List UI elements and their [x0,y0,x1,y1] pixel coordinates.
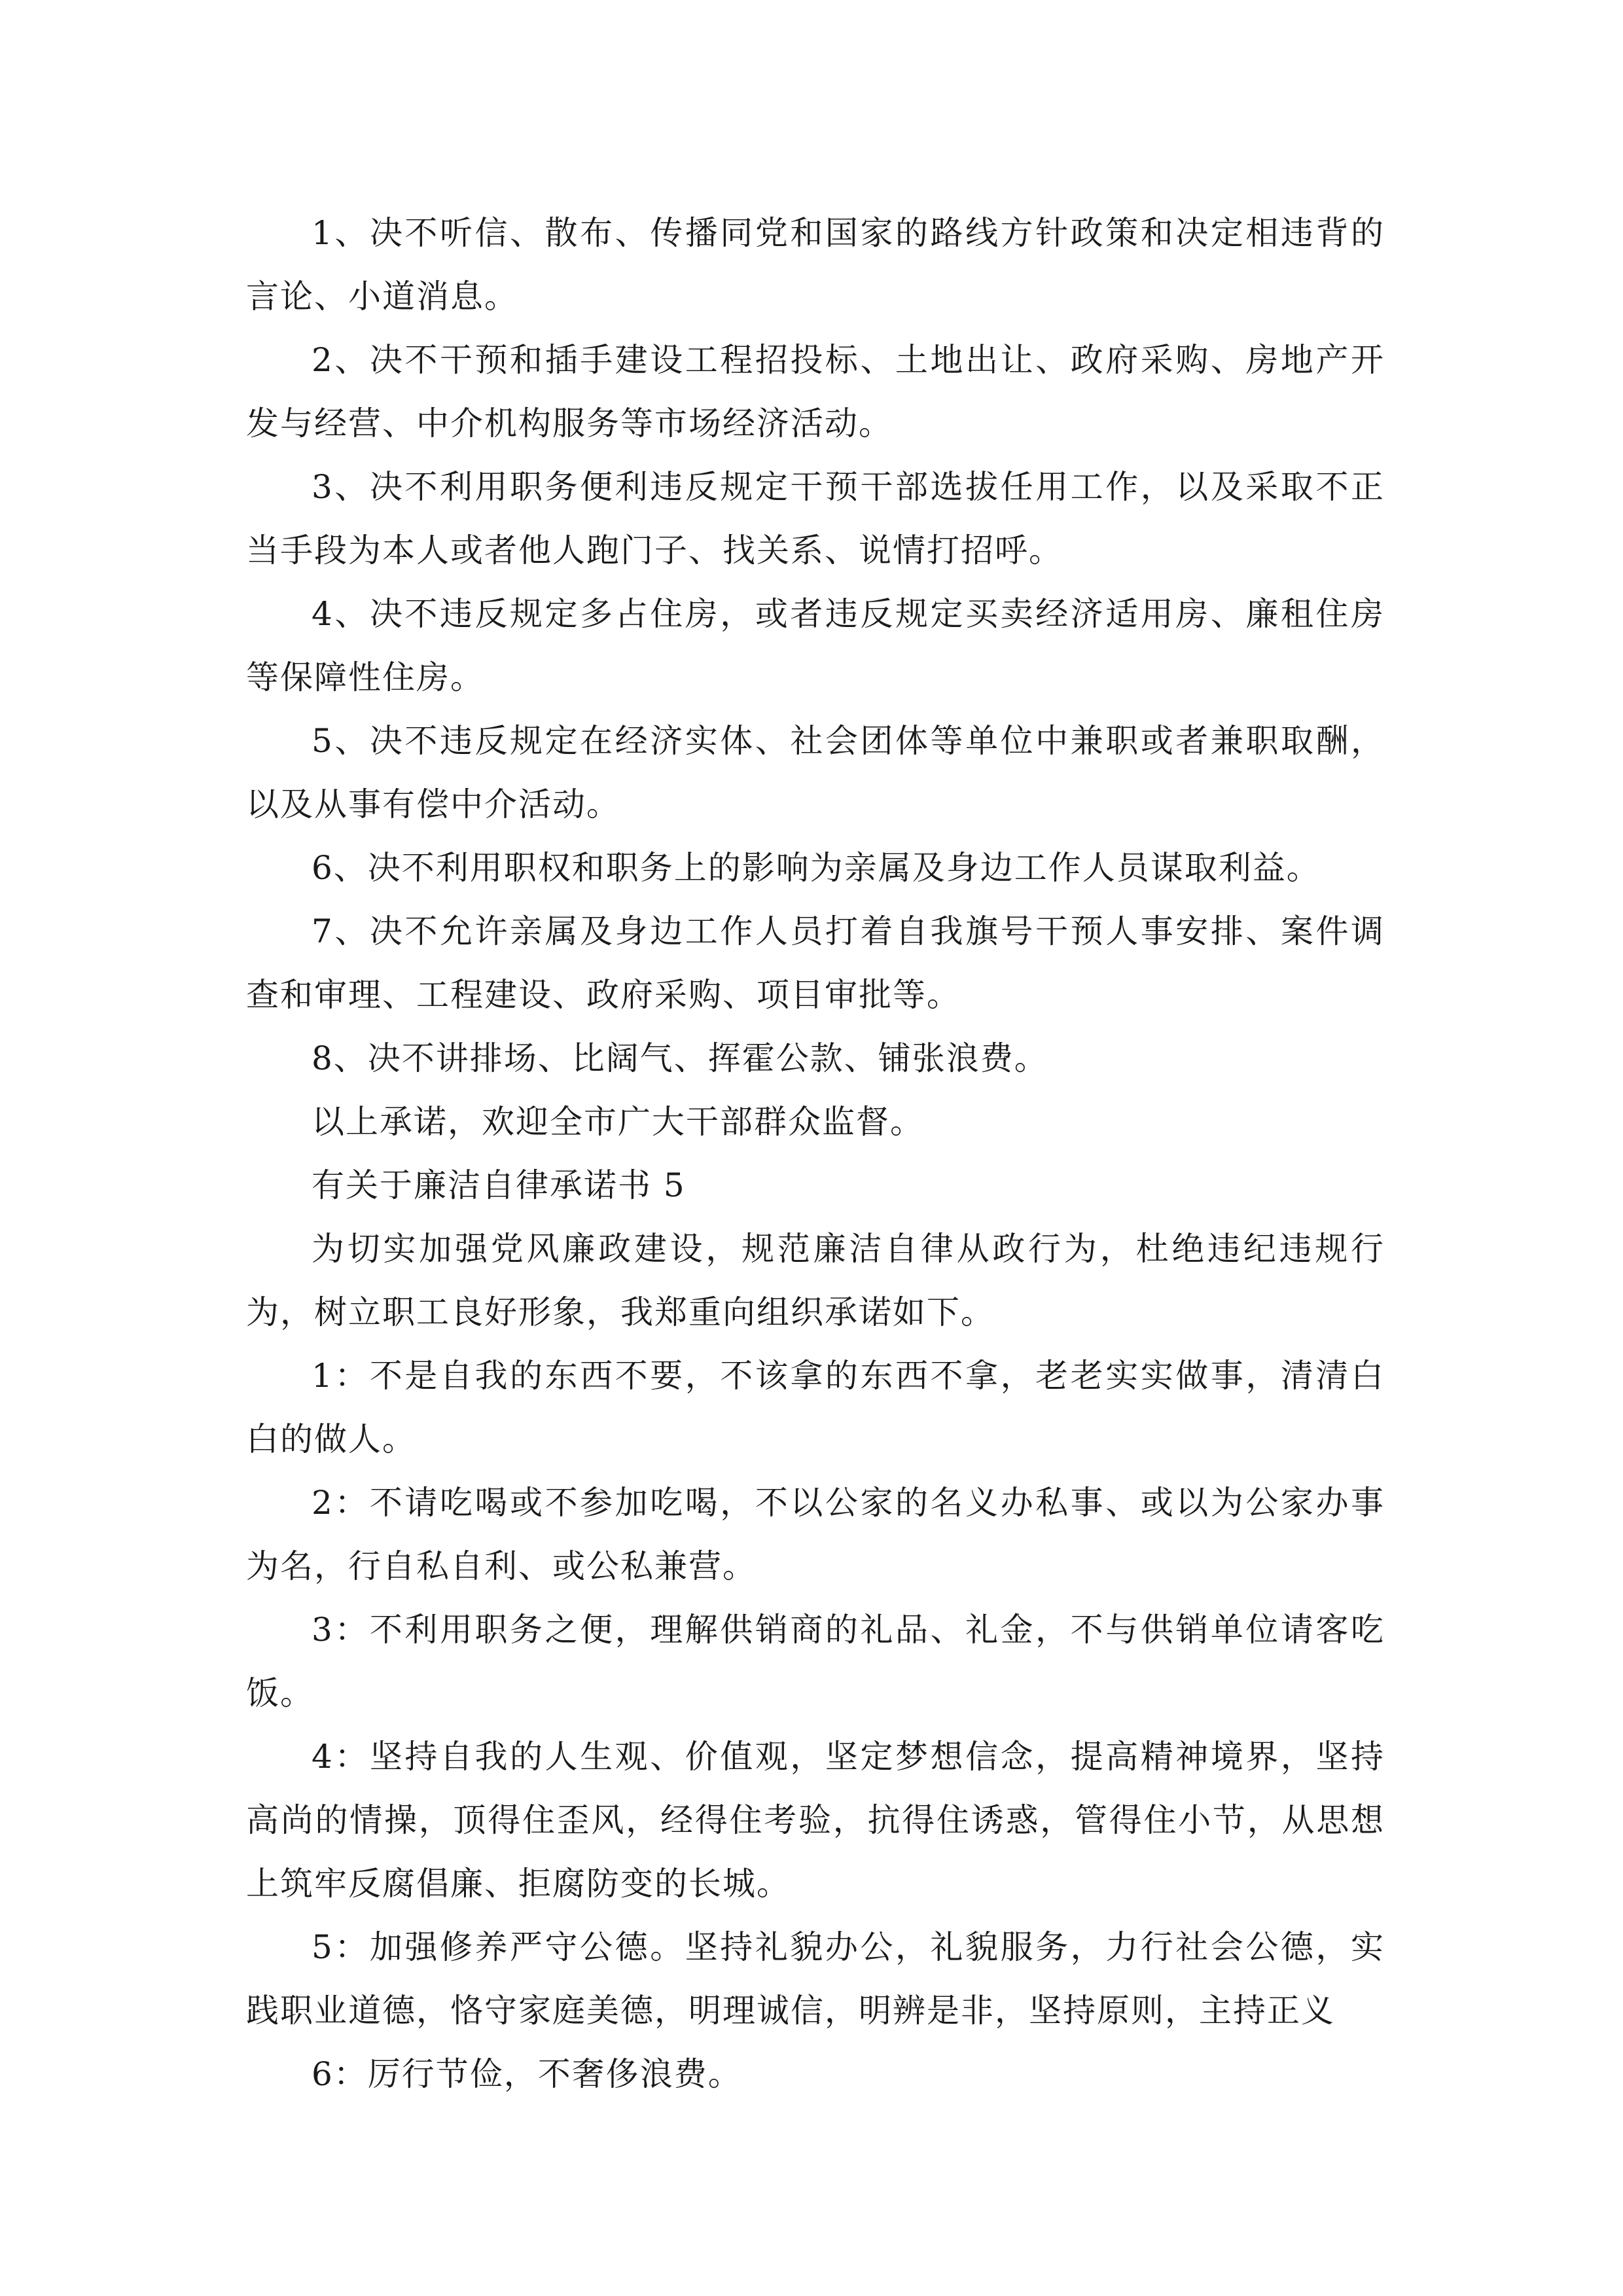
paragraph-2: 2、决不干预和插手建设工程招投标、土地出让、政府采购、房地产开发与经营、中介机构服务等市场经济活动。 [246,341,1385,442]
commitment-6: 6：厉行节俭，不奢侈浪费。 [312,2055,742,2093]
commitment-3: 3：不利用职务之便，理解供销商的礼品、礼金，不与供销单位请客吃饭。 [246,1611,1385,1712]
commitment-5: 5：加强修养严守公德。坚持礼貌办公，礼貌服务，力行社会公德，实践职业道德，恪守家庭美德，明理诚信，明辨是非，坚持原则，主持正义 [246,1928,1385,2030]
section-heading: 有关于廉洁自律承诺书 5 [312,1166,686,1204]
paragraph-6: 6、决不利用职权和职务上的影响为亲属及身边工作人员谋取利益。 [312,849,1321,887]
paragraph-8: 8、决不讲排场、比阔气、挥霍公款、铺张浪费。 [312,1039,1048,1077]
paragraph-7: 7、决不允许亲属及身边工作人员打着自我旗号干预人事安排、案件调查和审理、工程建设、政府采购、项目审批等。 [246,912,1385,1014]
paragraph-3: 3、决不利用职务便利违反规定干预干部选拔任用工作，以及采取不正当手段为本人或者他人跑门子、找关系、说情打招呼。 [246,468,1385,569]
paragraph-4: 4、决不违反规定多占住房，或者违反规定买卖经济适用房、廉租住房等保障性住房。 [246,595,1385,696]
closing-statement: 以上承诺，欢迎全市广大干部群众监督。 [312,1103,924,1141]
paragraph-5: 5、决不违反规定在经济实体、社会团体等单位中兼职或者兼职取酬，以及从事有偿中介活动。 [246,722,1385,823]
document-body [246,202,1385,2106]
commitment-1: 1：不是自我的东西不要，不该拿的东西不拿，老老实实做事，清清白白的做人。 [246,1357,1385,1458]
commitment-2: 2：不请吃喝或不参加吃喝，不以公家的名义办私事、或以为公家办事为名，行自私自利、或公私兼营。 [246,1484,1385,1585]
section-intro: 为切实加强党风廉政建设，规范廉洁自律从政行为，杜绝违纪违规行为，树立职工良好形象，我郑重向组织承诺如下。 [246,1230,1385,1331]
commitment-4: 4：坚持自我的人生观、价值观，坚定梦想信念，提高精神境界，坚持高尚的情操，顶得住歪风，经得住考验，抗得住诱惑，管得住小节，从思想上筑牢反腐倡廉、拒腐防变的长城。 [246,1738,1385,1903]
paragraph-1: 1、决不听信、散布、传播同党和国家的路线方针政策和决定相违背的言论、小道消息。 [246,214,1385,315]
